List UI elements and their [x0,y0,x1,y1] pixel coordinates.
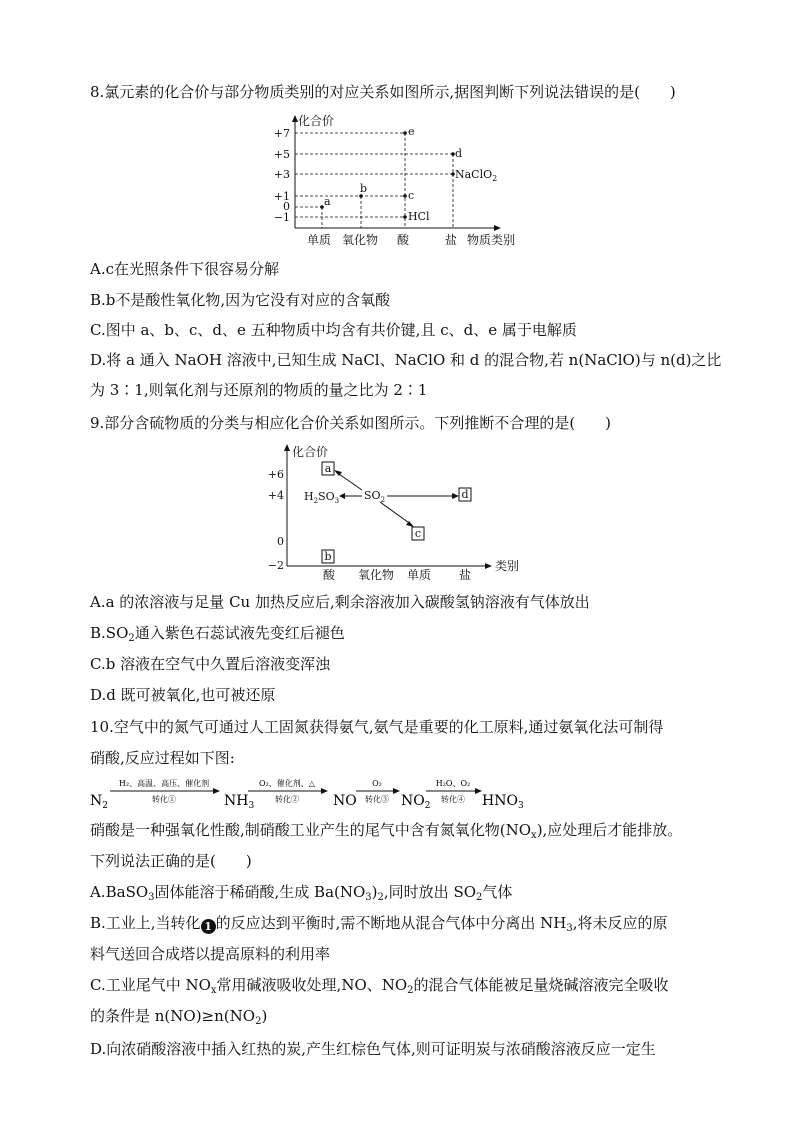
q10-no: NO [333,793,357,809]
q8-ytick: −1 [273,211,290,224]
q9-label-b: b [324,550,332,563]
q10-n2: $N_2$ [90,793,108,811]
q9-x-axis-label: 类别 [495,559,520,573]
q8-xcat: 盐 [445,233,458,247]
q10-arrow3-step: 转化③ [365,795,389,804]
q8-xcat: 酸 [397,233,410,247]
q8-ytick: +3 [273,168,290,181]
q10-stem-line1: 10.空气中的氮气可通过人工固氮获得氨气,氨气是重要的化工原料,通过氨氧化法可制得 [90,718,664,736]
q9-y-axis-label: 化合价 [292,445,329,459]
q9-option-c: C.b 溶液在空气中久置后溶液变浑浊 [90,655,331,673]
q9-xcat: 盐 [459,568,472,582]
q8-label-naclo2: NaClO$_2$ [455,168,498,183]
q9-xcat: 单质 [407,568,432,582]
q8-ytick: +1 [273,190,290,203]
q9-stem: 9.部分含硫物质的分类与相应化合价关系如图所示。下列推断不合理的是( ) [90,414,612,432]
q10-arrow4-conditions: H₂O、O₂ [435,779,471,788]
q9-xcat: 酸 [323,568,336,582]
q10-option-d: D.向浓硝酸溶液中插入红热的炭,产生红棕色气体,则可证明炭与浓硝酸溶液反应一定生 [90,1040,656,1058]
q10-arrow2-step: 转化② [275,795,299,804]
q8-x-axis-label: 物质类别 [467,233,516,247]
q9-label-so2: $SO_2$ [364,489,386,504]
q8-xcat: 氧化物 [342,233,379,247]
q8-label-c: c [408,189,415,202]
q10-no2: $NO_2$ [401,793,431,811]
q10-option-b-line1: B.工业上,当转化 1 的反应达到平衡时,需不断地从混合气体中分离出 $NH_3$,将未反应的原 [90,914,668,934]
q8-label-b: b [360,182,368,195]
q10-arrow3-conditions: O₂ [372,779,382,788]
q8-ytick: +5 [273,148,290,161]
q8-label-a: a [324,195,331,208]
q10-stem-line2: 硝酸,反应过程如下图: [90,749,235,767]
q8-point-hcl [403,215,407,219]
q9-option-b: $B.SO_2$通入紫色石蕊试液先变红后褪色 [90,624,345,644]
q10-option-a: A.BaSO$_3$固体能溶于稀硝酸,生成 $Ba(NO_3)_2$,同时放出 $SO_2$气体 [90,883,513,903]
q9-xcat: 氧化物 [358,568,395,582]
q8-y-axis-label: 化合价 [298,114,335,128]
q9-ytick: −2 [267,559,284,572]
q8-option-d-line2: 为 3∶1,则氧化剂与还原剂的物质的量之比为 2∶1 [90,381,428,399]
q8-label-d: d [455,147,463,160]
q8-label-e: e [408,125,415,138]
q8-option-a: A.c在光照条件下很容易分解 [90,260,280,278]
q8-stem: 8.氯元素的化合价与部分物质类别的对应关系如图所示,据图判断下列说法错误的是( ) [90,83,676,101]
q9-label-c: c [414,527,422,540]
q10-option-b-line2: 料气送回合成塔以提高原料的利用率 [90,945,331,963]
q10-nh3: $NH_3$ [224,793,255,811]
q8-point-c [403,194,407,198]
q8-chlorine-valence-chart [265,113,525,248]
q9-ytick: +4 [267,489,284,502]
q8-label-hcl: HCl [408,210,430,223]
q10-text-line4: 下列说法正确的是( ) [90,852,252,870]
q10-reaction-scheme [88,775,548,811]
q10-arrow1-step: 转化① [152,795,176,804]
q8-ytick: 0 [283,200,290,213]
q9-ytick: +6 [267,468,284,481]
q10-arrow1-conditions: H₂、高温、高压、催化剂 [118,779,210,788]
q8-point-e [403,131,407,135]
q10-arrow4-step: 转化④ [441,795,465,804]
q10-text-line3: 硝酸是一种强氧化性酸,制硝酸工业产生的尾气中含有氮氧化物$(NO_x)$,应处理后才能排放。 [90,821,683,841]
q10-hno3: $HNO_3$ [482,793,524,811]
q9-label-d: d [461,488,469,501]
q9-label-h2so3: $H_2SO_3$ [304,490,340,505]
q9-option-a: A.a 的浓溶液与足量 Cu 加热反应后,剩余溶液加入碳酸氢钠溶液有气体放出 [90,593,590,611]
q8-option-b: B.b不是酸性氧化物,因为它没有对应的含氧酸 [90,291,391,309]
step-number-circle: 1 [201,919,216,934]
q8-option-d-line1: D.将 a 通入 NaOH 溶液中,已知生成 NaCl、NaClO 和 d 的混合物,若 n(NaClO)与 n(d)之比 [90,351,722,369]
q9-sulfur-valence-chart [262,442,532,582]
q9-option-d: D.d 既可被氧化,也可被还原 [90,686,276,704]
q10-arrow2-conditions: O₂、催化剂、△ [259,779,315,788]
q8-ytick: +7 [273,127,290,140]
q9-ytick: 0 [277,535,284,548]
q10-option-c-line2: 的条件是 $n(NO)\ge n(NO_2)$ [90,1007,268,1027]
q8-xcat: 单质 [307,233,332,247]
q8-option-c: C.图中 a、b、c、d、e 五种物质中均含有共价键,且 c、d、e 属于电解质 [90,321,577,339]
q9-label-a: a [324,462,332,475]
q10-option-c-line1: C.工业尾气中 $NO_x$常用碱液吸收处理,NO、$NO_2$的混合气体能被足量烧碱溶液完全吸收 [90,976,669,996]
